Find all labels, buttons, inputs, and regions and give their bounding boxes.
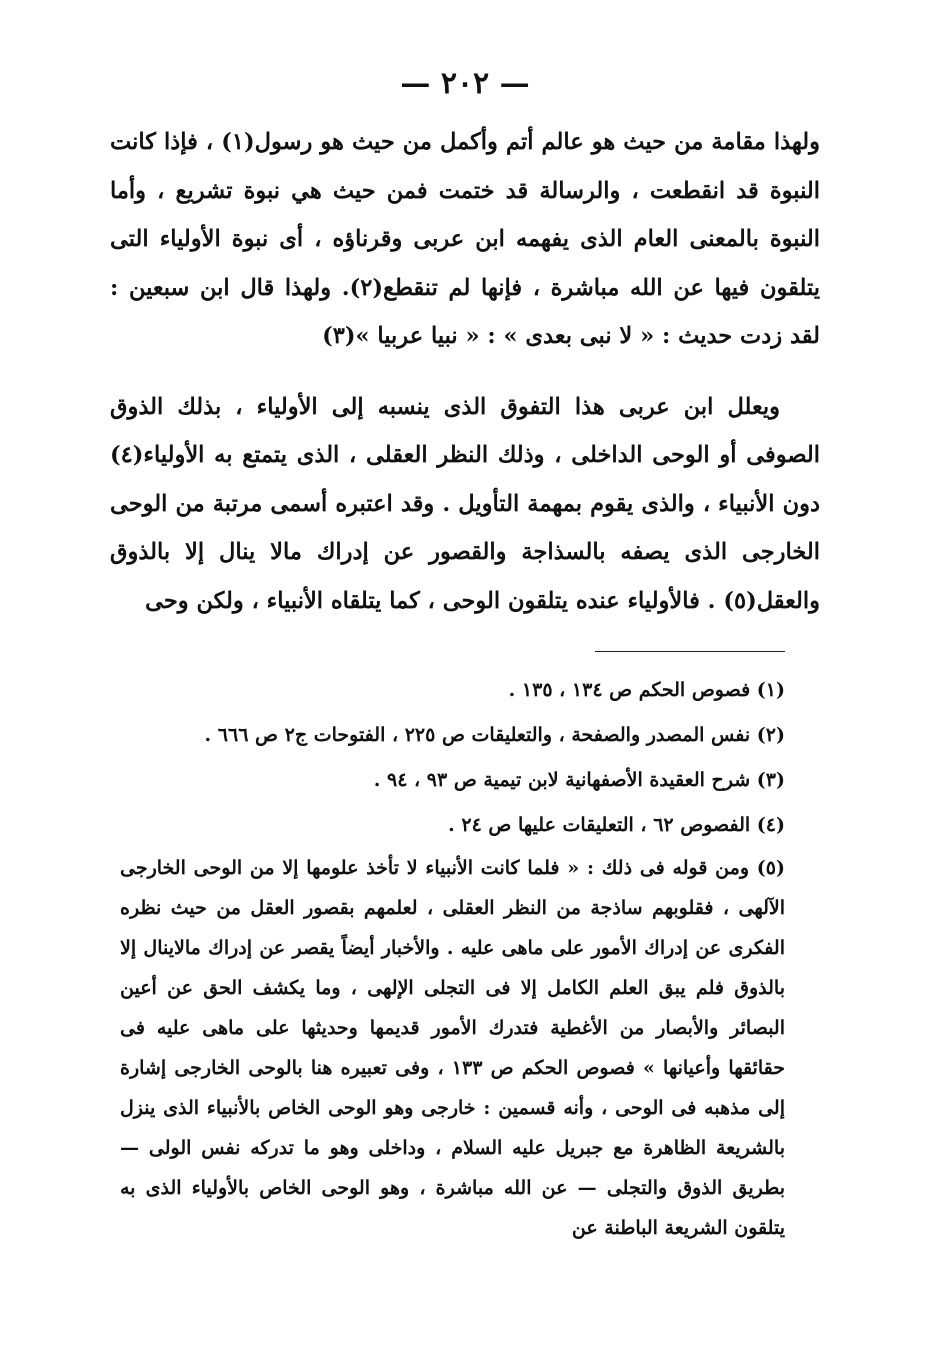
footnote-5: (٥) ومن قوله فى ذلك : « فلما كانت الأنبياء لا تأخذ علومها إلا من الوحى الخارجى الآلهى ، فقلوبهم ساذجة من النظر العقلى ، لعلمهم بقصور العقل من حيث نظره الفكرى عن إدراك الأمور على ماهى عليه . والأخبار أيضاً يقصر عن إدراك مالاينال إلا بالذوق فلم يبق العلم الكامل إلا فى التجلى الإلهى ، وما يكشف الحق عن أعين البصائر والأبصار من الأغطية فتدرك الأمور قديمها وحديثها على ماهى عليه فى حقائقها وأعيانها » فصوص الحكم ص ١٣٣ ، وفى تعبيره هنا بالوحى الخارجى إشارة إلى مذهبه فى الوحى ، وأنه قسمين : خارجى وهو الوحى الخاص بالأنبياء الذى ينزل بالشريعة الظاهرة مع جبريل عليه السلام ، وداخلى وهو ما تدركه نفس الولى — بطريق الذوق والتجلى — عن الله مباشرة ، وهو الوحى الخاص بالأولياء الذى به يتلقون الشريعة الباطنة عن xyxy=(120,857,786,1239)
footnote-2: (٢) نفس المصدر والصفحة ، والتعليقات ص ٢٢٥ ، الفتوحات ج٢ ص ٦٦٦ . xyxy=(204,724,785,746)
footnote-1: (١) فصوص الحكم ص ١٣٤ ، ١٣٥ . xyxy=(508,679,785,701)
main-text xyxy=(110,118,820,625)
page-number: — ٢٠٢ — xyxy=(400,66,530,101)
paragraph-2: ويعلل ابن عربى هذا التفوق الذى ينسبه إلى الأولياء ، بذلك الذوق الصوفى أو الوحى الداخلى ، وذلك النظر العقلى ، الذى يتمتع به الأولياء(٤) دون الأنبياء ، والذى يقوم بمهمة التأويل . وقد اعتبره أسمى مرتبة من الوحى الخارجى الذى يصفه بالسذاجة والقصور عن إدراك مالا ينال إلا بالذوق والعقل(٥) . فالأولياء عنده يتلقون الوحى ، كما يتلقاه الأنبياء ، ولكن وحى xyxy=(110,393,820,614)
footnotes xyxy=(120,668,785,1248)
paragraph-1: ولهذا مقامة من حيث هو عالم أتم وأكمل من حيث هو رسول(١) ، فإذا كانت النبوة قد انقطعت ، والرسالة قد ختمت فمن حيث هي نبوة تشريع ، وأما النبوة بالمعنى العام الذى يفهمه ابن عربى وقرناؤه ، أى نبوة الأولياء التى يتلقون فيها عن الله مباشرة ، فإنها لم تنقطع(٢). ولهذا قال ابن سبعين : لقد زدت حديث : « لا نبى بعدى » : « نبيا عربيا »(٣) xyxy=(110,129,820,349)
footnote-4: (٤) الفصوص ٦٢ ، التعليقات عليها ص ٢٤ . xyxy=(448,814,785,836)
footnote-divider xyxy=(595,651,785,652)
footnote-3: (٣) شرح العقيدة الأصفهانية لابن تيمية ص ٩٣ ، ٩٤ . xyxy=(373,769,785,791)
